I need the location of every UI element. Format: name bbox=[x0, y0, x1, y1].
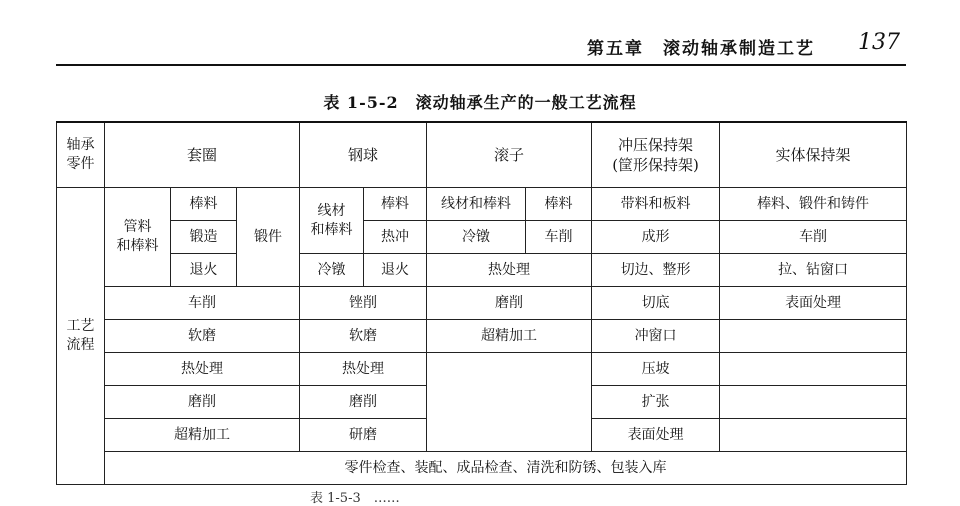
roller-step: 磨削 bbox=[427, 287, 592, 320]
ring-annealing: 退火 bbox=[171, 254, 237, 287]
solid-cage-empty bbox=[720, 419, 907, 452]
ring-step: 软磨 bbox=[105, 320, 300, 353]
ball-hot-punch: 热冲 bbox=[364, 221, 427, 254]
table-row bbox=[57, 221, 907, 254]
header-roller: 滚子 bbox=[427, 122, 592, 188]
process-label: 工艺 流程 bbox=[66, 318, 95, 353]
roller-cold-heading: 冷镦 bbox=[427, 221, 526, 254]
solid-cage-step: 表面处理 bbox=[720, 287, 907, 320]
ball-step: 软磨 bbox=[300, 320, 427, 353]
ball-wire-bar: 线材 和棒料 bbox=[310, 202, 353, 238]
header-ring: 套圈 bbox=[105, 122, 300, 188]
solid-cage-empty bbox=[720, 353, 907, 386]
ball-cold-heading: 冷镦 bbox=[300, 254, 364, 287]
final-assembly-steps: 零件检查、装配、成品检查、清洗和防锈、包装入库 bbox=[105, 452, 907, 485]
page-number: 137 bbox=[858, 30, 900, 55]
table-row bbox=[57, 320, 907, 353]
ball-step: 锉削 bbox=[300, 287, 427, 320]
ring-step: 超精加工 bbox=[105, 419, 300, 452]
ring-material-cell bbox=[105, 188, 171, 287]
roller-bar: 棒料 bbox=[526, 188, 592, 221]
solid-cage-step: 棒料、锻件和铸件 bbox=[720, 188, 907, 221]
table-row bbox=[57, 188, 907, 221]
roller-step: 超精加工 bbox=[427, 320, 592, 353]
stamped-cage-step: 切底 bbox=[592, 287, 720, 320]
ring-forged-part: 锻件 bbox=[237, 188, 300, 287]
ring-forging: 锻造 bbox=[171, 221, 237, 254]
roller-empty bbox=[427, 353, 592, 452]
header-ball: 钢球 bbox=[300, 122, 427, 188]
table-row bbox=[57, 287, 907, 320]
solid-cage-empty bbox=[720, 320, 907, 353]
header-stamped-cage bbox=[592, 122, 720, 188]
roller-wire-bar: 线材和棒料 bbox=[427, 188, 526, 221]
ball-step: 研磨 bbox=[300, 419, 427, 452]
header-parts bbox=[57, 122, 105, 188]
parts-label: 轴承 零件 bbox=[66, 137, 95, 172]
table-header-row bbox=[57, 122, 907, 188]
table-row bbox=[57, 254, 907, 287]
ball-step: 热处理 bbox=[300, 353, 427, 386]
table-footer-row bbox=[57, 452, 907, 485]
header-divider bbox=[56, 64, 906, 66]
ring-material: 管料 和棒料 bbox=[116, 219, 159, 254]
solid-cage-empty bbox=[720, 386, 907, 419]
stamped-cage-step: 压坡 bbox=[592, 353, 720, 386]
ball-annealing: 退火 bbox=[364, 254, 427, 287]
stamped-cage-label: 冲压保持架 (筐形保持架) bbox=[612, 135, 699, 174]
solid-cage-step: 车削 bbox=[720, 221, 907, 254]
ball-step: 磨削 bbox=[300, 386, 427, 419]
process-table bbox=[56, 121, 907, 485]
ring-bar: 棒料 bbox=[171, 188, 237, 221]
roller-step: 热处理 bbox=[427, 254, 592, 287]
table-row bbox=[57, 353, 907, 386]
stamped-cage-step: 带料和板料 bbox=[592, 188, 720, 221]
ring-step: 磨削 bbox=[105, 386, 300, 419]
stamped-cage-step: 表面处理 bbox=[592, 419, 720, 452]
ball-bar: 棒料 bbox=[364, 188, 427, 221]
solid-cage-step: 拉、钻窗口 bbox=[720, 254, 907, 287]
stamped-cage-step: 切边、整形 bbox=[592, 254, 720, 287]
next-table-title-cutoff: 表 1-5-3 …… bbox=[310, 491, 400, 506]
ring-step: 热处理 bbox=[105, 353, 300, 386]
stamped-cage-step: 冲窗口 bbox=[592, 320, 720, 353]
stamped-cage-step: 成形 bbox=[592, 221, 720, 254]
stamped-cage-step: 扩张 bbox=[592, 386, 720, 419]
ball-wire-bar-cell bbox=[300, 188, 364, 254]
ring-step: 车削 bbox=[105, 287, 300, 320]
header-solid-cage: 实体保持架 bbox=[720, 122, 907, 188]
table-title: 表 1-5-2 滚动轴承生产的一般工艺流程 bbox=[323, 93, 637, 112]
chapter-title: 第五章 滚动轴承制造工艺 bbox=[587, 39, 815, 59]
roller-turning: 车削 bbox=[526, 221, 592, 254]
process-label-cell bbox=[57, 188, 105, 485]
page-header bbox=[0, 0, 960, 64]
